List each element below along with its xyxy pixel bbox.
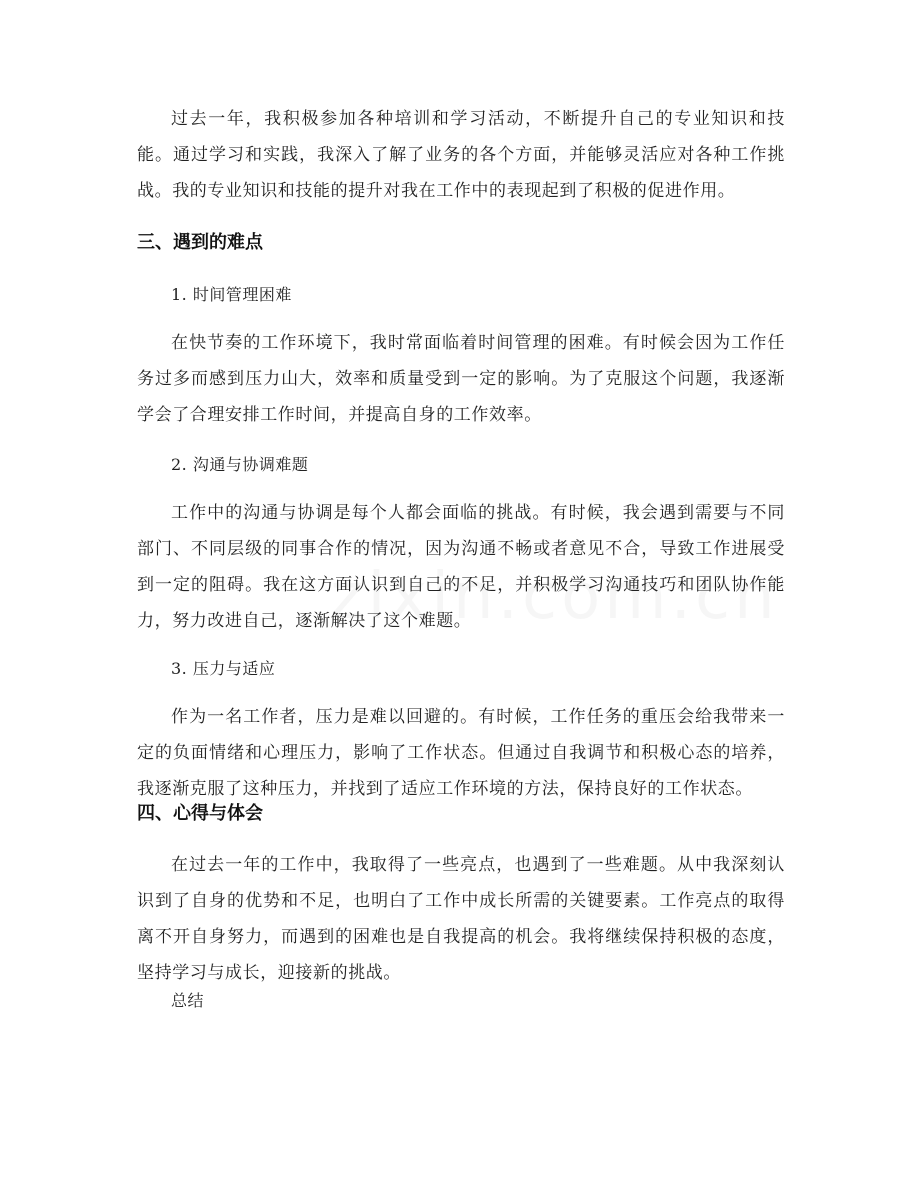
intro-paragraph: 过去一年，我积极参加各种培训和学习活动，不断提升自己的专业知识和技能。通过学习和实践，我深入了解了业务的各个方面，并能够灵活应对各种工作挑战。我的专业知识和技能的提升对我在工作中的表现起到了积极的促进作用。 [137,109,785,201]
paragraph-pressure: 作为一名工作者，压力是难以回避的。有时候，工作任务的重压会给我带来一定的负面情绪和心理压力，影响了工作状态。但通过自我调节和积极心态的培养，我逐渐克服了这种压力，并找到了适应工作环境的方法，保持良好的工作状态。 [137,707,785,799]
subheading-pressure: 3. 压力与适应 [171,659,276,678]
subheading-time-management: 1. 时间管理困难 [171,285,292,304]
paragraph-time-management: 在快节奏的工作环境下，我时常面临着时间管理的困难。有时候会因为工作任务过多而感到压力山大，效率和质量受到一定的影响。为了克服这个问题，我逐渐学会了合理安排工作时间，并提高自身的工作效率。 [137,333,785,425]
paragraph-communication: 工作中的沟通与协调是每个人都会面临的挑战。有时候，我会遇到需要与不同部门、不同层级的同事合作的情况，因为沟通不畅或者意见不合，导致工作进展受到一定的阻碍。我在这方面认识到自己的不足，并积极学习沟通技巧和团队协作能力，努力改进自己，逐渐解决了这个难题。 [137,503,785,631]
section-three-heading: 三、遇到的难点 [137,232,263,253]
paragraph-reflections: 在过去一年的工作中，我取得了一些亮点，也遇到了一些难题。从中我深刻认识到了自身的优势和不足，也明白了工作中成长所需的关键要素。工作亮点的取得离不开自身努力，而遇到的困难也是自我提高的机会。我将继续保持积极的态度，坚持学习与成长，迎接新的挑战。 [137,855,785,983]
subheading-communication: 2. 沟通与协调难题 [171,455,309,474]
closing-label: 总结 [171,991,205,1010]
section-four-heading: 四、心得与体会 [137,803,263,824]
